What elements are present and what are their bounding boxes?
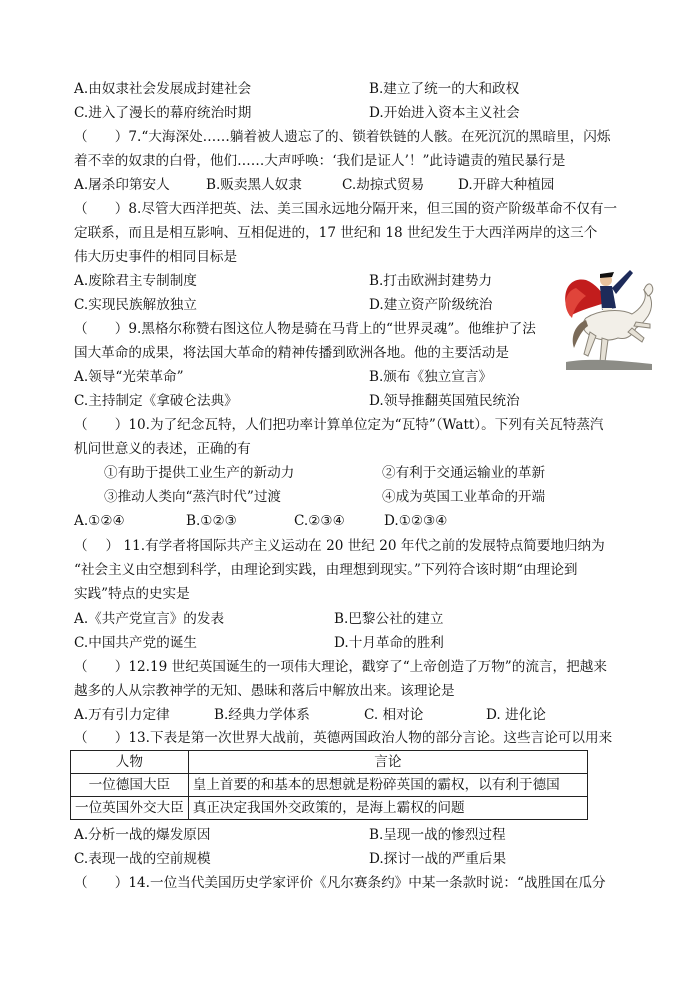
q8-option-b: B.打击欧洲封建势力	[369, 273, 493, 289]
q7-stem-line-1: （ ）7.“大海深处……躺着被人遗忘了的、锁着铁链的人骸。在死沉沉的黑暗里，闪烁	[74, 129, 611, 145]
q9-stem-line-1: （ ）9.黑格尔称赞右图这位人物是骑在马背上的“世界灵魂”。他维护了法	[74, 321, 536, 337]
q7-option-c: C.劫掠式贸易	[342, 177, 425, 193]
q10-stem-line-2: 机问世意义的表述，正确的有	[74, 441, 251, 457]
q10-option-d: D.①②③④	[384, 513, 448, 529]
q12-option-c: C. 相对论	[364, 707, 424, 723]
q8-stem-line-1: （ ）8.尽管大西洋把英、法、美三国永远地分隔开来，但三国的资产阶级革命不仅有一	[74, 201, 618, 217]
q9-option-c: C.主持制定《拿破仑法典》	[74, 393, 238, 409]
q11-stem-line-1: （ ） 11.有学者将国际共产主义运动在 20 世纪 20 年代之前的发展特点简要地归纳为	[74, 538, 605, 554]
table-row	[71, 797, 588, 820]
q10-stem-line-1: （ ）10.为了纪念瓦特，人们把功率计算单位定为“瓦特”（Watt）。下列有关瓦特蒸汽	[74, 417, 604, 433]
table-cell-person: 一位德国大臣	[71, 774, 189, 797]
q10-statement-2: ②有利于交通运输业的革新	[382, 465, 546, 481]
q8-option-d: D.建立资产阶级统治	[369, 297, 493, 313]
napoleon-on-horse-image	[556, 258, 660, 374]
q12-option-a: A.万有引力定律	[74, 707, 170, 723]
table-cell-quote: 皇上首要的和基本的思想就是粉碎英国的霸权，以有利于德国	[188, 774, 587, 797]
q10-statement-3: ③推动人类向“蒸汽时代”过渡	[104, 489, 282, 505]
table-cell-quote: 真正决定我国外交政策的，是海上霸权的问题	[188, 797, 587, 820]
q11-option-b: B.巴黎公社的建立	[334, 611, 444, 627]
q13-option-d: D.探讨一战的严重后果	[369, 851, 507, 867]
q12-option-b: B.经典力学体系	[214, 707, 310, 723]
table-header-cell: 言论	[188, 751, 587, 774]
q13-option-c: C.表现一战的空前规模	[74, 851, 211, 867]
q8-stem-line-2: 定联系，而且是相互影响、互相促进的，17 世纪和 18 世纪发生于大西洋两岸的这三个	[74, 225, 598, 241]
q10-option-b: B.①②③	[186, 513, 237, 529]
q6-option-b: B.建立了统一的大和政权	[369, 81, 520, 97]
q11-stem-line-2: “社会主义由空想到科学，由理论到实践，由理想到现实。”下列符合该时期“由理论到	[74, 562, 578, 578]
q12-stem-line-2: 越多的人从宗教神学的无知、愚昧和落后中解放出来。该理论是	[74, 683, 455, 699]
table-header-row	[71, 751, 588, 774]
q8-stem-line-3: 伟大历史事件的相同目标是	[74, 249, 238, 265]
q10-option-c: C.②③④	[294, 513, 345, 529]
q7-option-b: B.贩卖黑人奴隶	[206, 177, 302, 193]
q10-option-a: A.①②④	[74, 513, 125, 529]
table-header-cell: 人物	[71, 751, 189, 774]
q7-stem-line-2: 着不幸的奴隶的白骨，他们……大声呼唤：‘我们是证人’！”此诗谴责的殖民暴行是	[74, 153, 566, 169]
q14-stem-line-1: （ ）14.一位当代美国历史学家评价《凡尔赛条约》中某一条款时说：“战胜国在瓜分	[74, 875, 606, 891]
q9-option-d: D.领导推翻英国殖民统治	[369, 393, 520, 409]
q8-option-c: C.实现民族解放独立	[74, 297, 197, 313]
q9-option-a: A.领导“光荣革命”	[74, 369, 184, 385]
q6-option-c: C.进入了漫长的幕府统治时期	[74, 105, 252, 121]
q11-option-c: C.中国共产党的诞生	[74, 635, 197, 651]
q7-option-d: D.开辟大种植园	[458, 177, 555, 193]
q6-option-d: D.开始进入资本主义社会	[369, 105, 520, 121]
table-row	[71, 774, 588, 797]
q13-option-a: A.分析一战的爆发原因	[74, 827, 211, 843]
q7-option-a: A.屠杀印第安人	[74, 177, 170, 193]
q11-option-a: A.《共产党宣言》的发表	[74, 611, 225, 627]
q6-option-a: A.由奴隶社会发展成封建社会	[74, 81, 252, 97]
q9-option-b: B.颁布《独立宣言》	[369, 369, 493, 385]
q10-statement-1: ①有助于提供工业生产的新动力	[104, 465, 295, 481]
q12-option-d: D. 进化论	[486, 707, 546, 723]
table-cell-person: 一位英国外交大臣	[71, 797, 189, 820]
q9-stem-line-2: 国大革命的成果，将法国大革命的精神传播到欧洲各地。他的主要活动是	[74, 345, 509, 361]
q13-stem-line-1: （ ）13.下表是第一次世界大战前，英德两国政治人物的部分言论。这些言论可以用来	[74, 730, 613, 746]
q12-stem-line-1: （ ）12.19 世纪英国诞生的一项伟大理论，戳穿了“上帝创造了万物”的流言，把越来	[74, 659, 607, 675]
q8-option-a: A.废除君主专制制度	[74, 273, 197, 289]
q10-statement-4: ④成为英国工业革命的开端	[382, 489, 546, 505]
q13-option-b: B.呈现一战的惨烈过程	[369, 827, 506, 843]
q13-quotes-table	[70, 750, 588, 820]
q11-option-d: D.十月革命的胜利	[334, 635, 444, 651]
q11-stem-line-3: 实践”特点的史实是	[74, 586, 190, 602]
